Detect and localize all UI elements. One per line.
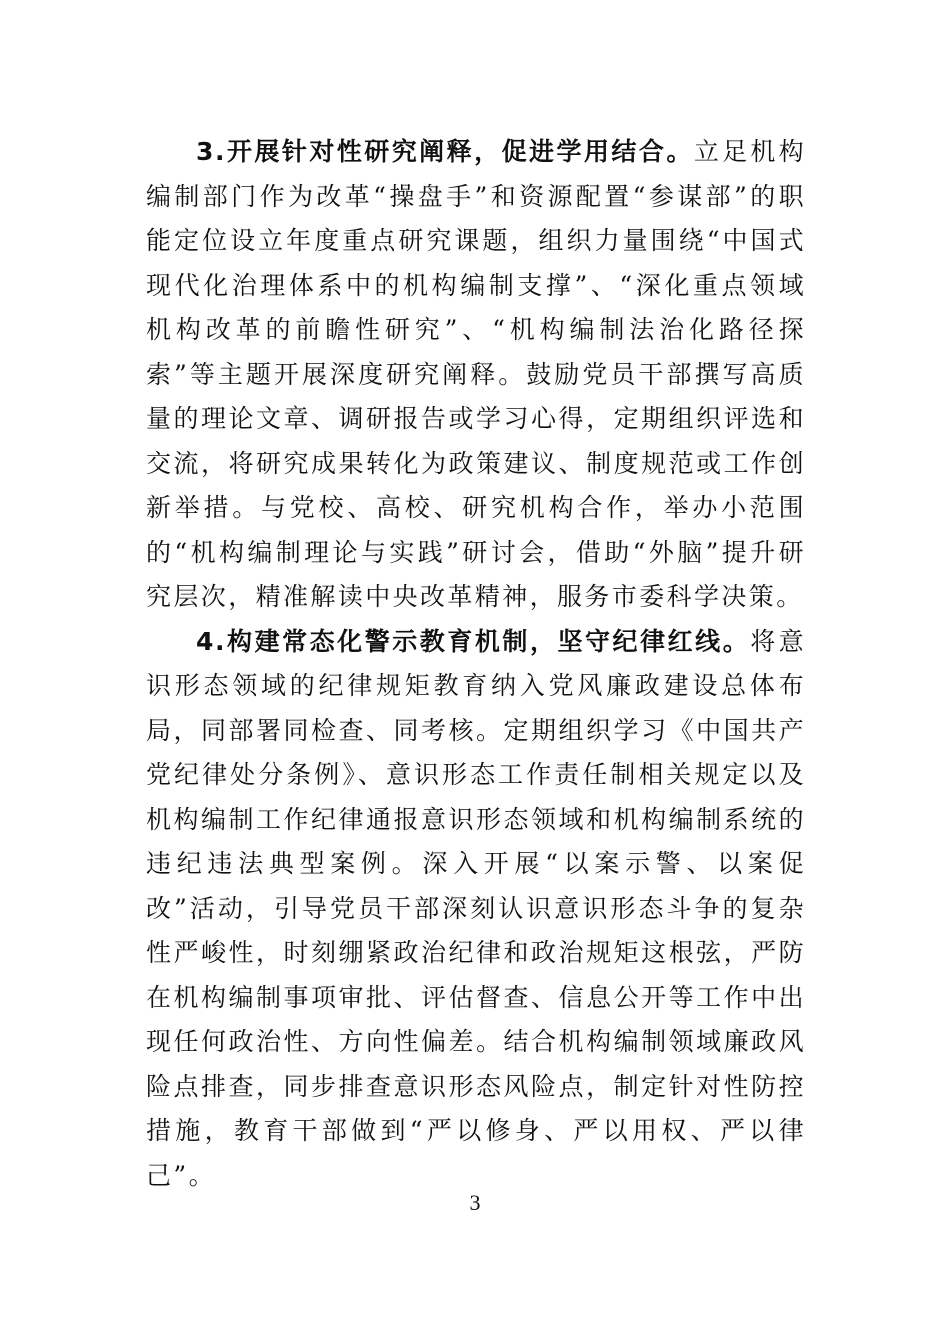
paragraph-4	[146, 620, 806, 1199]
document-body	[146, 130, 806, 1198]
paragraph-4-heading: 4.构建常态化警示教育机制，坚守纪律红线。	[196, 626, 751, 656]
paragraph-3-body: 立足机构编制部门作为改革“操盘手”和资源配置“参谋部”的职能定位设立年度重点研究课题，组织力量围绕“中国式现代化治理体系中的机构编制支撑”、“深化重点领域机构改革的前瞻性研究”、“机构编制法治化路径探索”等主题开展深度研究阐释。鼓励党员干部撰写高质量的理论文章、调研报告或学习心得，定期组织评选和交流，将研究成果转化为政策建议、制度规范或工作创新举措。与党校、高校、研究机构合作，举办小范围的“机构编制理论与实践”研讨会，借助“外脑”提升研究层次，精准解读中央改革精神，服务市委科学决策。	[146, 137, 806, 611]
page-number: 3	[469, 1190, 481, 1215]
paragraph-3-heading: 3.开展针对性研究阐释，促进学用结合。	[196, 137, 694, 166]
paragraph-3	[146, 130, 806, 620]
paragraph-4-body: 将意识形态领域的纪律规矩教育纳入党风廉政建设总体布局，同部署同检查、同考核。定期组织学习《中国共产党纪律处分条例》、意识形态工作责任制相关规定以及机构编制工作纪律通报意识形态领域和机构编制系统的违纪违法典型案例。深入开展“以案示警、以案促改”活动，引导党员干部深刻认识意识形态斗争的复杂性严峻性，时刻绷紧政治纪律和政治规矩这根弦，严防在机构编制事项审批、评估督查、信息公开等工作中出现任何政治性、方向性偏差。结合机构编制领域廉政风险点排查，同步排查意识形态风险点，制定针对性防控措施，教育干部做到“严以修身、严以用权、严以律己”。	[146, 626, 806, 1190]
